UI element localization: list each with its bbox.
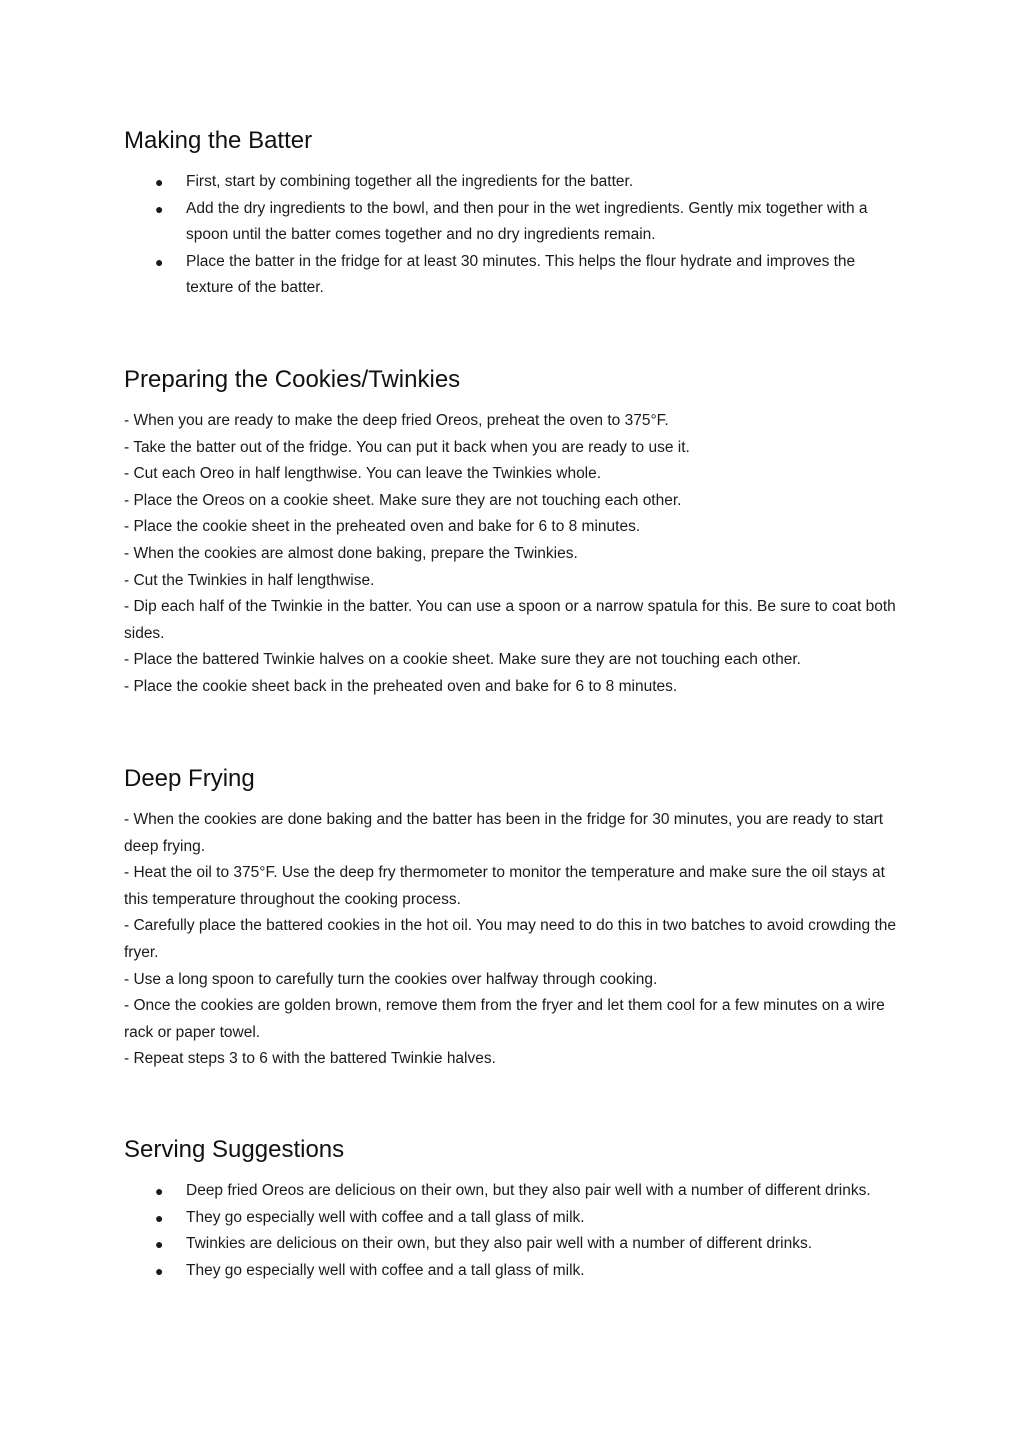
bullet-list [124, 1178, 914, 1284]
list-item: ● Deep fried Oreos are delicious on their own, but they also pair well with a number of different drinks. [124, 1178, 906, 1205]
bullet-list [124, 169, 914, 302]
step-line: - When you are ready to make the deep fried Oreos, preheat the oven to 375°F. [124, 412, 669, 429]
step-line: - Dip each half of the Twinkie in the batter. You can use a spoon or a narrow spatula for this. Be sure to coat both sides. [124, 598, 896, 642]
step-line: - Repeat steps 3 to 6 with the battered Twinkie halves. [124, 1050, 496, 1068]
step-line: - Place the battered Twinkie halves on a cookie sheet. Make sure they are not touching each other. [124, 651, 801, 669]
step-line: - Place the Oreos on a cookie sheet. Make sure they are not touching each other. [124, 491, 682, 509]
step-line: - When the cookies are almost done baking, prepare the Twinkies. [124, 544, 578, 562]
step-line: - Use a long spoon to carefully turn the cookies over halfway through cooking. [124, 970, 658, 988]
step-line: - When the cookies are done baking and the batter has been in the fridge for 30 minutes, you are ready to start deep frying. [124, 811, 884, 855]
step-line: - Cut the Twinkies in half lengthwise. [124, 571, 375, 589]
list-item: ● Add the dry ingredients to the bowl, and then pour in the wet ingredients. Gently mix together with a spoon until the batter comes together and no dry ingredients remain. [124, 196, 906, 249]
section-preparing [124, 364, 914, 701]
list-item: ● First, start by combining together all the ingredients for the batter. [124, 169, 906, 196]
bullet-icon: ● [155, 200, 164, 217]
section-serving-suggestions [124, 1134, 914, 1284]
list-item: ● They go especially well with coffee and a tall glass of milk. [124, 1205, 906, 1232]
step-lines [124, 408, 914, 701]
list-item: ● Twinkies are delicious on their own, but they also pair well with a number of different drinks. [124, 1231, 906, 1258]
section-heading: Deep Frying [124, 765, 255, 792]
section-heading: Serving Suggestions [124, 1136, 345, 1163]
step-line: - Once the cookies are golden brown, remove them from the fryer and let them cool for a few minutes on a wire rack or paper towel. [124, 997, 885, 1041]
section-deep-frying [124, 763, 914, 1073]
section-heading: Preparing the Cookies/Twinkies [124, 366, 461, 393]
step-line: - Place the cookie sheet back in the preheated oven and bake for 6 to 8 minutes. [124, 677, 678, 695]
step-line: - Carefully place the battered cookies in the hot oil. You may need to do this in two batches to avoid crowding the fryer. [124, 917, 897, 961]
section-heading: Making the Batter [124, 127, 313, 154]
step-lines [124, 807, 914, 1073]
list-item: ● They go especially well with coffee and a tall glass of milk. [124, 1258, 906, 1285]
step-line: - Heat the oil to 375°F. Use the deep fry thermometer to monitor the temperature and make sure the oil stays at this temperature throughout the cooking process. [124, 864, 885, 908]
list-item: ● Place the batter in the fridge for at least 30 minutes. This helps the flour hydrate and improves the texture of the batter. [124, 249, 906, 302]
bullet-icon: ● [155, 1236, 164, 1253]
step-line: - Cut each Oreo in half lengthwise. You can leave the Twinkies whole. [124, 465, 602, 483]
bullet-icon: ● [155, 174, 164, 190]
bullet-icon: ● [155, 1262, 164, 1279]
step-line: - Place the cookie sheet in the preheated oven and bake for 6 to 8 minutes. [124, 518, 641, 536]
step-line: - Take the batter out of the fridge. You can put it back when you are ready to use it. [124, 438, 690, 456]
bullet-icon: ● [155, 1209, 164, 1226]
bullet-icon: ● [155, 253, 164, 270]
section-making-the-batter [124, 125, 914, 302]
bullet-icon: ● [155, 1183, 164, 1199]
